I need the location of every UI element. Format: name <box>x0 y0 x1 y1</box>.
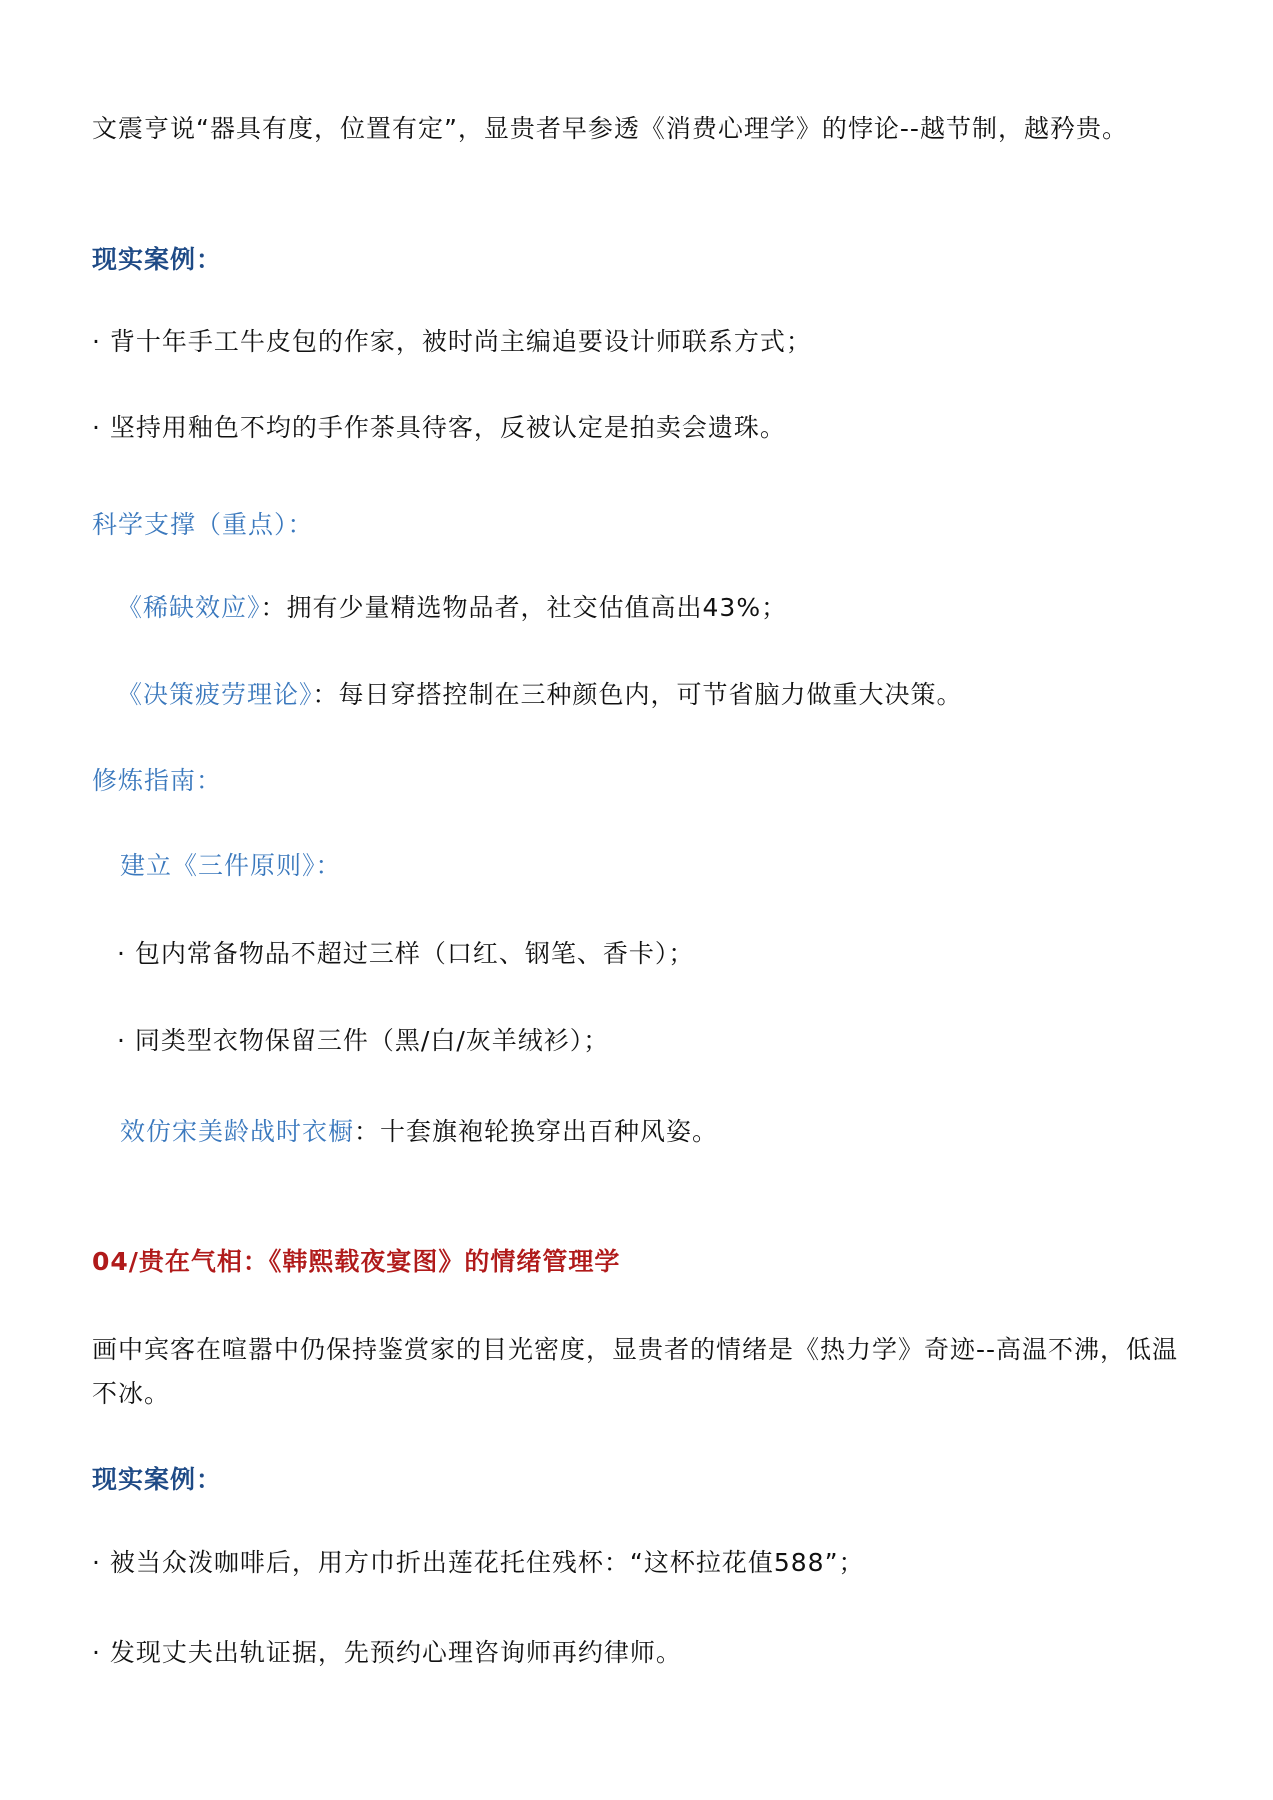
intro-paragraph: 文震亨说“器具有度，位置有定”，显贵者早参透《消费心理学》的悖论--越节制，越矜贵。 <box>92 114 1128 143</box>
list-item: · 坚持用釉色不均的手作茶具待客，反被认定是拍卖会遗珠。 <box>92 413 786 442</box>
science-text: ：每日穿搭控制在三种颜色内，可节省脑力做重大决策。 <box>312 680 963 709</box>
science-item-decision-fatigue <box>117 673 963 717</box>
science-heading: 科学支撑（重点）： <box>92 510 314 539</box>
section-heading-4: 04/贵在气相：《韩熙载夜宴图》的情绪管理学 <box>92 1247 621 1276</box>
list-item: · 被当众泼咖啡后，用方巾折出莲花托住残杯：“这杯拉花值588”； <box>92 1548 865 1577</box>
list-item: · 同类型衣物保留三件（黑/白/灰羊绒衫）； <box>117 1026 610 1055</box>
list-item: · 发现丈夫出轨证据，先预约心理咨询师再约律师。 <box>92 1638 682 1667</box>
section4-paragraph: 画中宾客在喧嚣中仍保持鉴赏家的目光密度，显贵者的情绪是《热力学》奇迹--高温不沸，低温不冰。 <box>92 1335 1179 1408</box>
science-term: 《决策疲劳理论》 <box>117 680 313 709</box>
science-term: 《稀缺效应》 <box>117 593 261 622</box>
case-heading-4: 现实案例： <box>92 1465 223 1494</box>
science-item-scarcity <box>117 586 787 630</box>
science-text: ：拥有少量精选物品者，社交估值高出43%； <box>260 593 788 622</box>
rule-heading: 建立《三件原则》： <box>120 851 342 880</box>
case-heading-3: 现实案例： <box>92 245 223 274</box>
example-text: ：十套旗袍轮换穿出百种风姿。 <box>354 1117 719 1146</box>
list-item: · 背十年手工牛皮包的作家，被时尚主编追要设计师联系方式； <box>92 327 812 356</box>
example-line <box>120 1110 718 1154</box>
guide-heading: 修炼指南： <box>92 766 223 795</box>
example-term: 效仿宋美龄战时衣橱 <box>120 1117 355 1146</box>
list-item: · 包内常备物品不超过三样（口红、钢笔、香卡）； <box>117 939 695 968</box>
